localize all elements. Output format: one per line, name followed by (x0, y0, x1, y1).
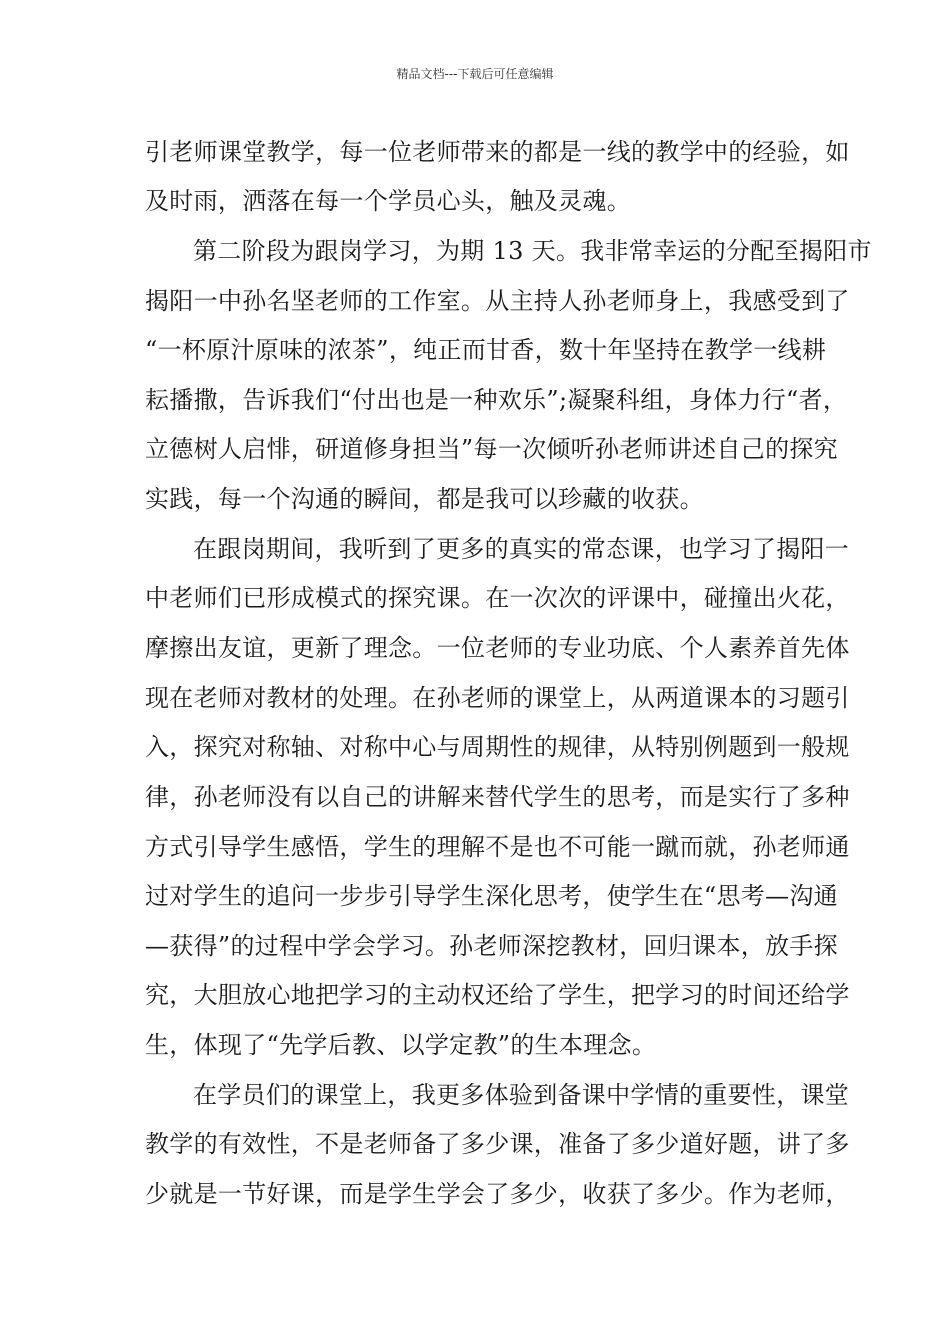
text-line: 实践，每一个沟通的瞬间，都是我可以珍藏的收获。 (145, 485, 704, 513)
text-line: 生，体现了“先学后教、以学定教”的生本理念。 (145, 1031, 657, 1059)
text-line: 究，大胆放心地把学习的主动权还给了学生，把学习的时间还给学 (145, 981, 850, 1009)
paragraph-start-line: 第二阶段为跟岗学习，为期 13 天。我非常幸运的分配至揭阳市 (193, 237, 872, 265)
text-line: 律，孙老师没有以自己的讲解来替代学生的思考，而是实行了多种 (145, 783, 850, 811)
paragraph-start-line: 在学员们的课堂上，我更多体验到备课中学情的重要性，课堂 (193, 1081, 850, 1109)
text-line: 揭阳一中孙名坚老师的工作室。从主持人孙老师身上，我感受到了 (145, 287, 850, 315)
page-header: 精品文档---下载后可任意编辑 (396, 67, 554, 81)
text-line: 中老师们已形成模式的探究课。在一次次的评课中，碰撞出火花， (145, 584, 850, 612)
text-line: 及时雨，洒落在每一个学员心头，触及灵魂。 (145, 187, 631, 215)
text-line: 少就是一节好课，而是学生学会了多少，收获了多少。作为老师， (145, 1180, 850, 1208)
text-line: 方式引导学生感悟，学生的理解不是也不可能一蹴而就，孙老师通 (145, 833, 850, 861)
text-line: 摩擦出友谊，更新了理念。一位老师的专业功底、个人素养首先体 (145, 634, 850, 662)
paragraph-start-line: 在跟岗期间，我听到了更多的真实的常态课，也学习了揭阳一 (193, 535, 850, 563)
text-line: 耘播撒，告诉我们“付出也是一种欢乐”;凝聚科组，身体力行“者， (145, 386, 848, 414)
text-line: 入，探究对称轴、对称中心与周期性的规律，从特别例题到一般规 (145, 733, 850, 761)
text-line: 过对学生的追问一步步引导学生深化思考，使学生在“思考—沟通 (145, 882, 838, 910)
text-line: 引老师课堂教学，每一位老师带来的都是一线的教学中的经验，如 (145, 138, 850, 166)
text-line: 立德树人启悱，研道修身担当”每一次倾听孙老师讲述自己的探究 (145, 435, 838, 463)
text-line: —获得”的过程中学会学习。孙老师深挖教材，回归课本，放手探 (145, 932, 838, 960)
text-line: “一杯原汁原味的浓茶”，纯正而甘香，数十年坚持在教学一线耕 (145, 336, 827, 364)
text-line: 现在老师对教材的处理。在孙老师的课堂上，从两道课本的习题引 (145, 684, 850, 712)
text-line: 教学的有效性，不是老师备了多少课，准备了多少道好题，讲了多 (145, 1130, 850, 1158)
